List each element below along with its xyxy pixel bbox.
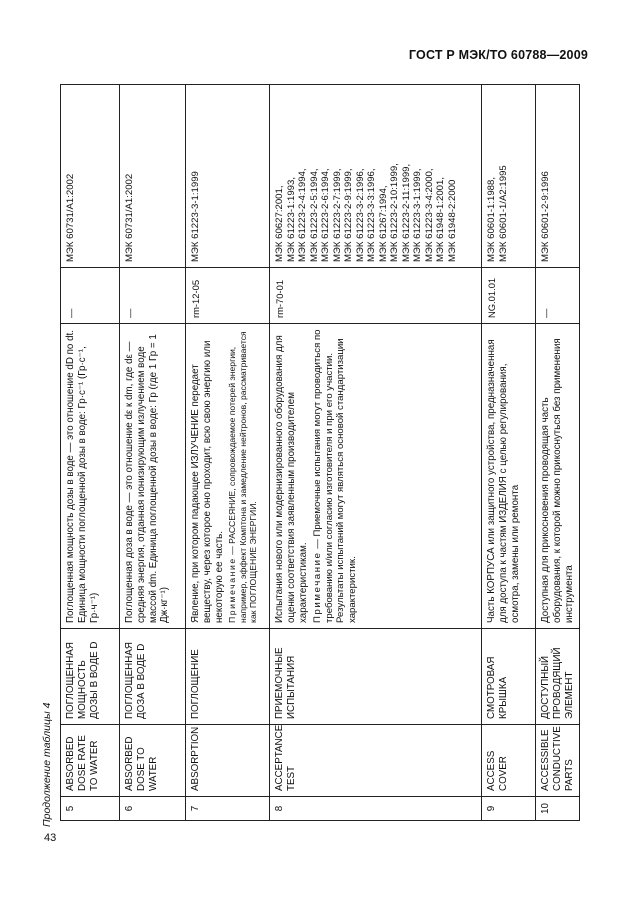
term-russian: ПРИЕМОЧНЫЕ ИСПЫТАНИЯ [270,629,481,725]
term-english: ACCESS COVER [482,725,535,797]
reference-line: МЭК 61223-2-11:1999, [400,163,412,262]
term-number: 6 [120,797,185,821]
term-number: 7 [186,797,269,821]
term-russian: ПОГЛОЩЕННАЯ МОЩНОСТЬ ДОЗЫ В ВОДЕ D [61,629,119,725]
term-definition [270,324,481,629]
term-english: ABSORBED DOSE TO WATER [120,725,185,797]
reference-line: МЭК 61223-3-1:1999, [412,168,423,262]
term-number: 9 [482,797,535,821]
term-number: 8 [270,797,481,821]
term-code: — [61,268,119,324]
document-header: ГОСТ Р МЭК/ТО 60788—2009 [408,48,588,62]
term-english: ACCEPTANCE TEST [270,725,481,797]
term-reference [482,84,535,268]
term-english: ACCESSIBLE CONDUCTIVE PARTS [536,725,579,797]
continuation-label: Продолжение таблицы 4 [41,702,53,827]
reference-line: МЭК 61223-2-6:1994, [320,168,331,262]
reference-line: МЭК 61223-2-10:1999, [389,163,400,262]
table-row [60,84,120,821]
term-russian: ДОСТУПНЫЙ ПРОВОДЯЩИЙ ЭЛЕМЕНТ [536,629,579,725]
definition-text: Явление, при котором падающее ИЗЛУЧЕНИЕ передает веществу, через которое оно проходит, всю свою энергию или некоторую ее часть. [190,340,225,623]
reference-line: МЭК 61223-3-4:2000, [423,168,435,262]
page-number: 43 [44,832,57,844]
reference-line: МЭК 60601-1:1988, [486,176,497,262]
note-text: — Приемочные испытания могут проводиться по требованию и/или согласию изготовителя и при его участии. Результаты испытаний могут являться основой стандартизации характеристик. [312,329,358,623]
term-russian: ПОГЛОЩЕНИЕ [186,629,269,725]
term-english: ABSORBED DOSE RATE TO WATER [61,725,119,797]
definitions-table [60,84,590,821]
term-code: — [536,268,579,324]
term-reference [270,84,481,268]
term-number: 10 [536,797,579,821]
term-number: 5 [61,797,119,821]
note-label: Примечание [227,557,238,623]
term-reference: МЭК 61223-3-1:1999 [186,84,269,268]
term-definition: Часть КОРПУСА или защитного устройства, предназначенная для доступа к частям ИЗДЕЛИЯ с целью регулирования, осмотра, замены или ремонта [482,324,535,629]
term-english: ABSORPTION [186,725,269,797]
term-russian: ПОГЛОЩЕННАЯ ДОЗА В ВОДЕ D [120,629,185,725]
note-label: Примечание [312,551,324,623]
term-code: rm-70-01 [270,268,481,324]
table-row [270,84,482,821]
reference-line: МЭК 61223-2-9:1999, [343,168,354,262]
term-russian: СМОТРОВАЯ КРЫШКА [482,629,535,725]
term-definition: Доступная для прикосновения проводящая часть оборудования, к которой можно прикоснуться без применения инструмента [536,324,579,629]
term-definition: Поглощенная доза в воде — это отношение dε к dm, где dε — средняя энергия, отданная ионизирующим излучением воде массой dm. Единица поглощенной дозы в воде: Гр (где 1 Гр = 1 Дж·кг⁻¹) [120,324,185,629]
reference-line: МЭК 61948-2:2000 [446,179,458,262]
reference-line: МЭК 61223-2-5:1994, [308,168,320,262]
note-text: — РАССЕЯНИЕ, сопровождаемое потерей энергии, например, эффект Комптона и замедление нейтронов, рассматривается как ПОГЛОЩЕНИЕ ЭНЕРГИИ. [227,331,258,623]
table-row [120,84,186,821]
reference-line: МЭК 61948-1:2001, [435,176,446,262]
definition-note [312,329,358,623]
term-code: NG.01.01 [482,268,535,324]
definition-note [227,329,258,623]
term-code: rm-12-05 [186,268,269,324]
reference-line: МЭК 61223-3-3:1996, [366,168,377,262]
reference-line: МЭК 60601-1/А2:1995 [497,165,509,262]
reference-line: МЭК 61223-3-2:1996, [354,168,366,262]
table-row [482,84,536,821]
term-code: — [120,268,185,324]
term-reference: МЭК 60601-2-9:1996 [536,84,579,268]
term-reference: МЭК 60731/А1:2002 [120,84,185,268]
reference-line: МЭК 61223-2-7:1999, [331,168,343,262]
term-reference: МЭК 60731/А1:2002 [61,84,119,268]
table-row [536,84,580,821]
reference-line: МЭК 60627:2001, [274,185,285,262]
term-definition: Поглощенная мощность дозы в воде — это отношение dD по dt. Единица мощности поглощенной дозы в воде: Гр·с⁻¹ (Гр·с⁻¹, Гр·ч⁻¹) [61,324,119,629]
term-definition [186,324,269,629]
reference-line: МЭК 61267:1994, [377,185,389,262]
table-row [186,84,270,821]
definition-text: Испытания нового или модернизированного оборудования для оценки соответствия заявленным производителем характеристикам. [274,335,309,623]
reference-line: МЭК 61223-1:1993, [285,176,297,262]
reference-line: МЭК 61223-2-4:1994, [297,168,308,262]
